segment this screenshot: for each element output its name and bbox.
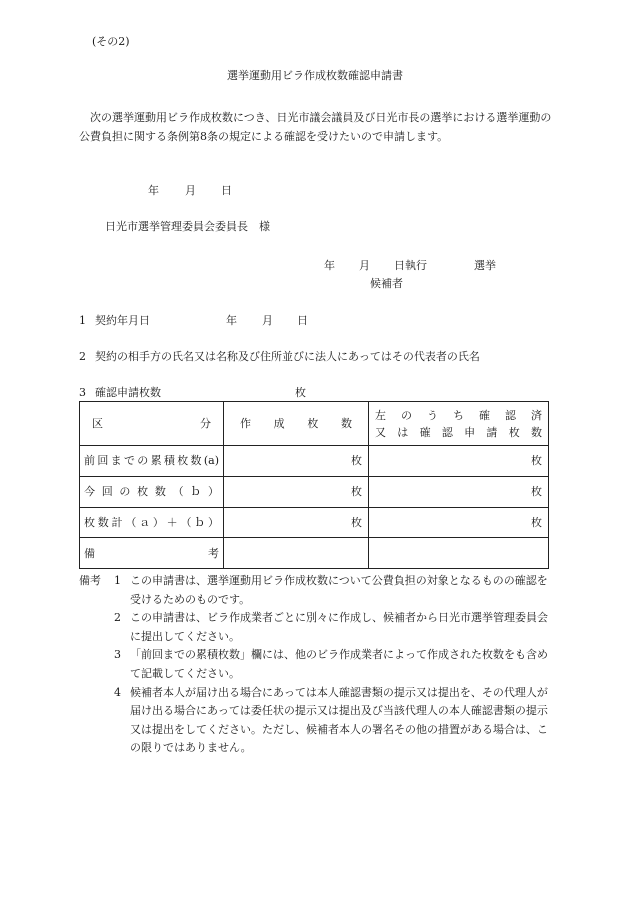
item1-day: 日 (297, 314, 308, 327)
remarks-label: 備 考 (80, 538, 224, 569)
election-month: 月 (359, 259, 370, 272)
notes-heading: 備考 (79, 574, 101, 587)
note-text: この申請書は、ビラ作成業者ごとに別々に作成し、候補者から日光市選挙管理委員会に提出してください。 (130, 611, 548, 643)
election-suffix: 選挙 (474, 259, 496, 272)
row-label: 今回の枚数（ｂ） (80, 476, 224, 507)
row-label: 前回までの累積枚数(a) (80, 446, 224, 477)
created-unit: 枚 (224, 476, 369, 507)
confirmed-unit: 枚 (369, 446, 549, 477)
header-category: 区 分 (80, 402, 224, 446)
addressee: 日光市選挙管理委員会委員長 様 (105, 220, 270, 233)
row-label: 枚数計（ａ）＋（ｂ） (80, 507, 224, 538)
candidate-label: 候補者 (370, 277, 403, 290)
item1-year: 年 (226, 314, 237, 327)
item2-number: 2 (79, 350, 86, 363)
note-number: 2 (114, 611, 121, 625)
item3-label: 確認申請枚数 (95, 386, 161, 399)
table-header-row (80, 402, 549, 446)
table-row (80, 446, 549, 477)
note-item (114, 572, 551, 609)
date-day: 日 (221, 184, 232, 197)
intro-paragraph: 次の選挙運動用ビラ作成枚数につき、日光市議会議員及び日光市長の選挙における選挙運動の公費負担に関する条例第8条の規定による確認を受けたいので申請します。 (79, 111, 552, 143)
item3-number: 3 (79, 386, 86, 399)
header-created: 作 成 枚 数 (224, 402, 369, 446)
item1-label: 契約年月日 (95, 314, 150, 327)
note-item (114, 684, 551, 758)
created-unit: 枚 (224, 446, 369, 477)
note-text: この申請書は、選挙運動用ビラ作成枚数について公費負担の対象となるものの確認を受けるためのものです。 (130, 574, 548, 606)
remarks-created-cell (224, 538, 369, 569)
confirmation-table (79, 401, 549, 569)
table-row (80, 476, 549, 507)
election-year: 年 (324, 259, 335, 272)
table-row-remarks (80, 538, 549, 569)
notes-list (114, 572, 551, 758)
note-item (114, 646, 551, 683)
remarks-confirmed-cell (369, 538, 549, 569)
created-unit: 枚 (224, 507, 369, 538)
item2-label: 契約の相手方の氏名又は名称及び住所並びに法人にあってはその代表者の氏名 (95, 350, 480, 363)
form-label: (その2) (92, 35, 130, 48)
note-number: 1 (114, 574, 121, 587)
page-title: 選挙運動用ビラ作成枚数確認申請書 (227, 69, 403, 82)
confirmed-unit: 枚 (369, 507, 549, 538)
note-number: 4 (114, 685, 121, 699)
header-confirmed (369, 402, 549, 446)
item3-unit: 枚 (295, 386, 306, 399)
note-text: 候補者本人が届け出る場合にあっては本人確認書類の提示又は提出を、その代理人が届け出る場合にあっては委任状の提示又は提出及び当該代理人の本人確認書類の提示又は提出をしてください。ただし、候補者本人の署名その他の措置がある場合は、この限りではありません。 (130, 685, 548, 755)
note-item (114, 609, 551, 646)
election-day-exec: 日執行 (394, 259, 427, 272)
date-year: 年 (148, 184, 159, 197)
item1-number: 1 (79, 314, 86, 327)
table-row (80, 507, 549, 538)
confirmed-unit: 枚 (369, 476, 549, 507)
header-confirmed-line2: 又は確認申請枚数 (375, 425, 542, 439)
item1-month: 月 (262, 314, 273, 327)
note-number: 3 (114, 648, 121, 662)
note-text: 「前回までの累積枚数」欄には、他のビラ作成業者によって作成された枚数をも含めて記載してください。 (130, 648, 548, 680)
header-confirmed-line1: 左のうち確認済 (375, 408, 542, 422)
date-month: 月 (185, 184, 196, 197)
